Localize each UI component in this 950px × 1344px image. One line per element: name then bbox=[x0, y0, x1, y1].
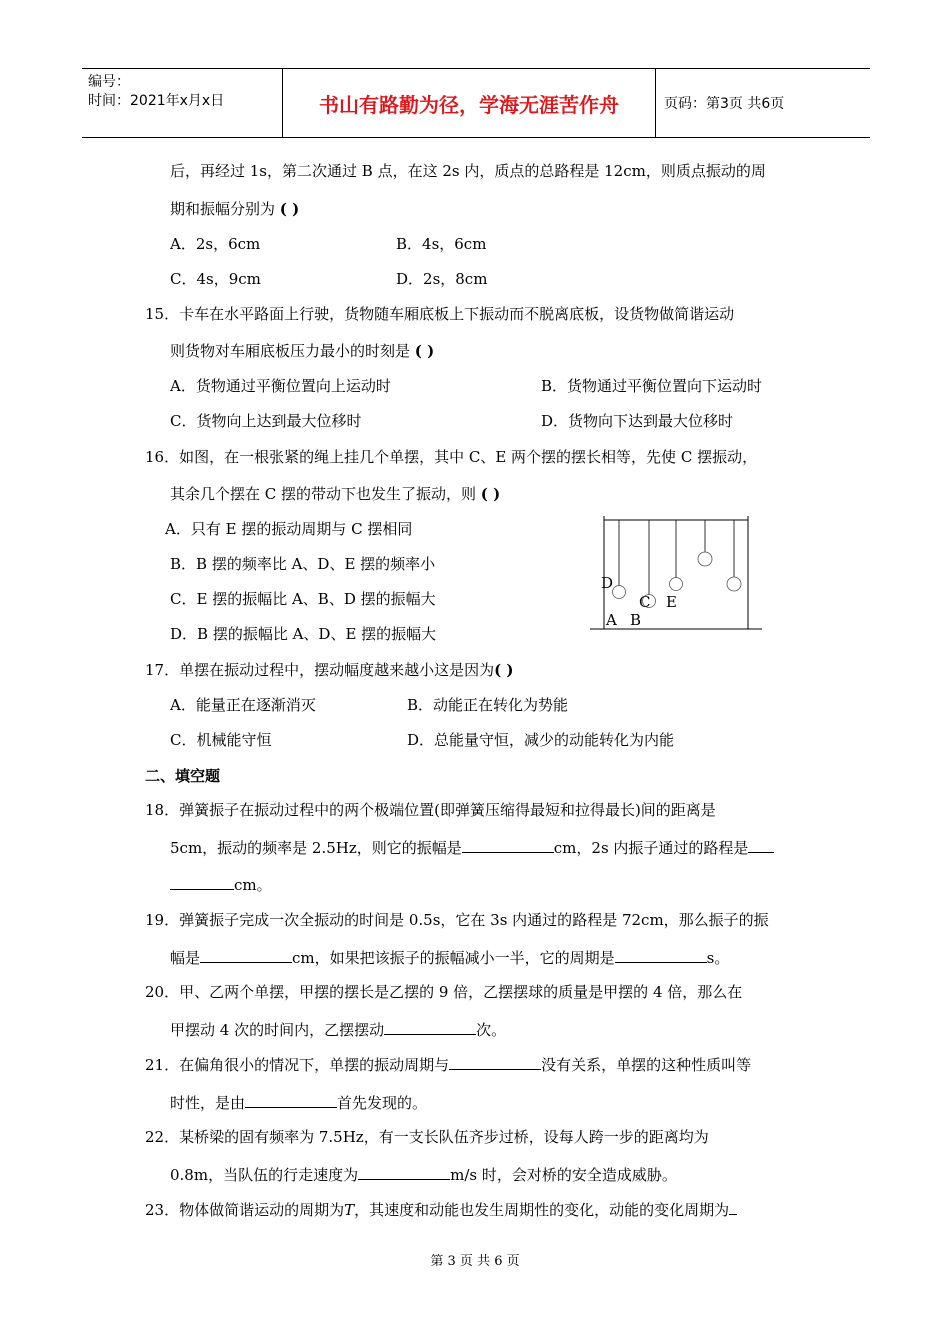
q17-option-a: A．能量正在逐渐消灭 bbox=[170, 696, 316, 714]
q16-option-a: A．只有 E 摆的振动周期与 C 摆相同 bbox=[165, 520, 413, 538]
q18-text-c: cm。 bbox=[234, 876, 272, 894]
pendulum-b-bob bbox=[698, 552, 712, 566]
q15-stem: 则货物对车厢底板压力最小的时刻是 bbox=[170, 342, 411, 360]
q15-option-d: D．货物向下达到最大位移时 bbox=[541, 412, 734, 430]
q18-line3 bbox=[170, 874, 272, 895]
q21-blank-factor[interactable] bbox=[449, 1054, 541, 1070]
q18-blank-distance-end[interactable] bbox=[170, 874, 234, 890]
q14-line2 bbox=[170, 199, 299, 219]
q21-text-d: 首先发现的。 bbox=[337, 1094, 428, 1112]
q17-line1 bbox=[145, 660, 514, 680]
q21-text-b: 没有关系，单摆的这种性质叫等 bbox=[541, 1056, 752, 1074]
page-footer: 第 3 页 共 6 页 bbox=[430, 1254, 520, 1269]
q23-symbol-t: T bbox=[344, 1201, 355, 1219]
q17-option-d: D．总能量守恒，减少的动能转化为内能 bbox=[407, 731, 675, 749]
figure-label-b: B bbox=[630, 611, 642, 629]
q19-line1: 19．弹簧振子完成一次全振动的时间是 0.5s，它在 3s 内通过的路程是 72cm，那么振子的振 bbox=[145, 911, 769, 929]
q16-option-b: B．B 摆的频率比 A、D、E 摆的频率小 bbox=[170, 555, 436, 573]
q23-line1 bbox=[145, 1199, 737, 1220]
q15-line2 bbox=[170, 341, 434, 361]
q22-text-b: m/s 时，会对桥的安全造成威胁。 bbox=[450, 1166, 677, 1184]
q18-text-a: 5cm，振动的频率是 2.5Hz，则它的振幅是 bbox=[170, 839, 462, 857]
q16-option-d: D．B 摆的振幅比 A、D、E 摆的振幅大 bbox=[170, 625, 437, 643]
q14-option-a: A．2s，6cm bbox=[170, 235, 261, 253]
q18-blank-distance-start[interactable] bbox=[748, 837, 774, 853]
q15-option-b: B．货物通过平衡位置向下运动时 bbox=[541, 377, 763, 395]
q21-line2 bbox=[170, 1092, 427, 1113]
q19-blank-period[interactable] bbox=[615, 947, 707, 963]
q21-blank-discoverer[interactable] bbox=[245, 1092, 337, 1108]
q15-option-a: A．货物通过平衡位置向上运动时 bbox=[170, 377, 391, 395]
header-info-cell bbox=[82, 69, 282, 137]
q18-blank-amplitude[interactable] bbox=[462, 837, 554, 853]
q16-line2 bbox=[170, 484, 500, 504]
q18-line1: 18．弹簧振子在振动过程中的两个极端位置(即弹簧压缩得最短和拉得最长)间的距离是 bbox=[145, 801, 716, 819]
q17-option-b: B．动能正在转化为势能 bbox=[407, 696, 569, 714]
q14-stem: 期和振幅分别为 bbox=[170, 200, 276, 218]
q21-line1 bbox=[145, 1054, 751, 1075]
q15-option-c: C．货物向上达到最大位移时 bbox=[170, 412, 362, 430]
pendulum-figure bbox=[590, 512, 770, 637]
header-number: 编号： bbox=[88, 74, 130, 90]
q21-text-a: 21．在偏角很小的情况下，单摆的振动周期与 bbox=[145, 1056, 450, 1074]
q20-line1: 20．甲、乙两个单摆，甲摆的摆长是乙摆的 9 倍，乙摆摆球的质量是甲摆的 4 倍，那么在 bbox=[145, 983, 743, 1001]
q15-line1: 15．卡车在水平路面上行驶，货物随车厢底板上下振动而不脱离底板，设货物做简谐运动 bbox=[145, 305, 735, 323]
q19-text-a: 幅是 bbox=[170, 949, 201, 967]
figure-label-e: E bbox=[666, 593, 677, 611]
q14-option-b: B．4s，6cm bbox=[396, 235, 487, 253]
q14-option-d: D．2s，8cm bbox=[396, 270, 488, 288]
q22-line1: 22．某桥梁的固有频率为 7.5Hz，有一支长队伍齐步过桥，设每人跨一步的距离均为 bbox=[145, 1128, 709, 1146]
q23-text-a: 23．物体做简谐运动的周期为 bbox=[145, 1201, 345, 1219]
pendulum-d-bob bbox=[613, 586, 626, 599]
q14-option-c: C．4s，9cm bbox=[170, 270, 261, 288]
q20-blank-count[interactable] bbox=[384, 1019, 476, 1035]
q19-text-b: cm，如果把该振子的振幅减小一半，它的周期是 bbox=[292, 949, 615, 967]
q20-line2 bbox=[170, 1019, 506, 1040]
section-heading-fill-in: 二、填空题 bbox=[145, 767, 221, 785]
pendulum-e-bob bbox=[727, 577, 741, 591]
figure-label-d: D bbox=[601, 574, 614, 592]
q18-text-b: cm，2s 内振子通过的路程是 bbox=[553, 839, 749, 857]
q18-line2 bbox=[170, 837, 774, 858]
q15-paren: ( ) bbox=[414, 342, 435, 360]
q20-text-b: 次。 bbox=[476, 1021, 507, 1039]
figure-label-a: A bbox=[606, 611, 617, 629]
q22-text-a: 0.8m，当队伍的行走速度为 bbox=[170, 1166, 359, 1184]
page-header bbox=[82, 68, 870, 138]
q19-text-c: s。 bbox=[706, 949, 730, 967]
q20-text-a: 甲摆动 4 次的时间内，乙摆摆动 bbox=[170, 1021, 385, 1039]
q16-paren: ( ) bbox=[480, 485, 501, 503]
q19-line2 bbox=[170, 947, 729, 968]
q14-paren: ( ) bbox=[279, 200, 300, 218]
q14-line1: 后，再经过 1s，第二次通过 B 点，在这 2s 内，质点的总路程是 12cm，则质点振动的周 bbox=[170, 162, 766, 180]
header-time: 时间：2021年x月x日 bbox=[88, 93, 225, 109]
q16-stem: 其余几个摆在 C 摆的带动下也发生了振动，则 bbox=[170, 485, 477, 503]
q22-blank-speed[interactable] bbox=[358, 1164, 450, 1180]
header-page-number: 页码：第3页 共6页 bbox=[664, 96, 785, 112]
q16-option-c: C．E 摆的振幅比 A、B、D 摆的振幅大 bbox=[170, 590, 436, 608]
figure-label-c: C bbox=[639, 593, 651, 611]
q19-blank-amplitude[interactable] bbox=[200, 947, 292, 963]
pendulum-a-bob bbox=[670, 578, 683, 591]
q17-option-c: C．机械能守恒 bbox=[170, 731, 272, 749]
q23-blank-period[interactable] bbox=[729, 1199, 737, 1215]
q17-stem: 17．单摆在振动过程中，摆动幅度越来越小这是因为 bbox=[145, 661, 495, 679]
q16-line1: 16．如图，在一根张紧的绳上挂几个单摆，其中 C、E 两个摆的摆长相等，先使 C 摆振动， bbox=[145, 448, 758, 466]
header-motto: 书山有路勤为径，学海无涯苦作舟 bbox=[282, 69, 656, 137]
q21-text-c: 时性，是由 bbox=[170, 1094, 246, 1112]
q22-line2 bbox=[170, 1164, 677, 1185]
q17-paren: ( ) bbox=[494, 661, 514, 679]
q23-text-b: ，其速度和动能也发生周期性的变化，动能的变化周期为 bbox=[354, 1201, 730, 1219]
